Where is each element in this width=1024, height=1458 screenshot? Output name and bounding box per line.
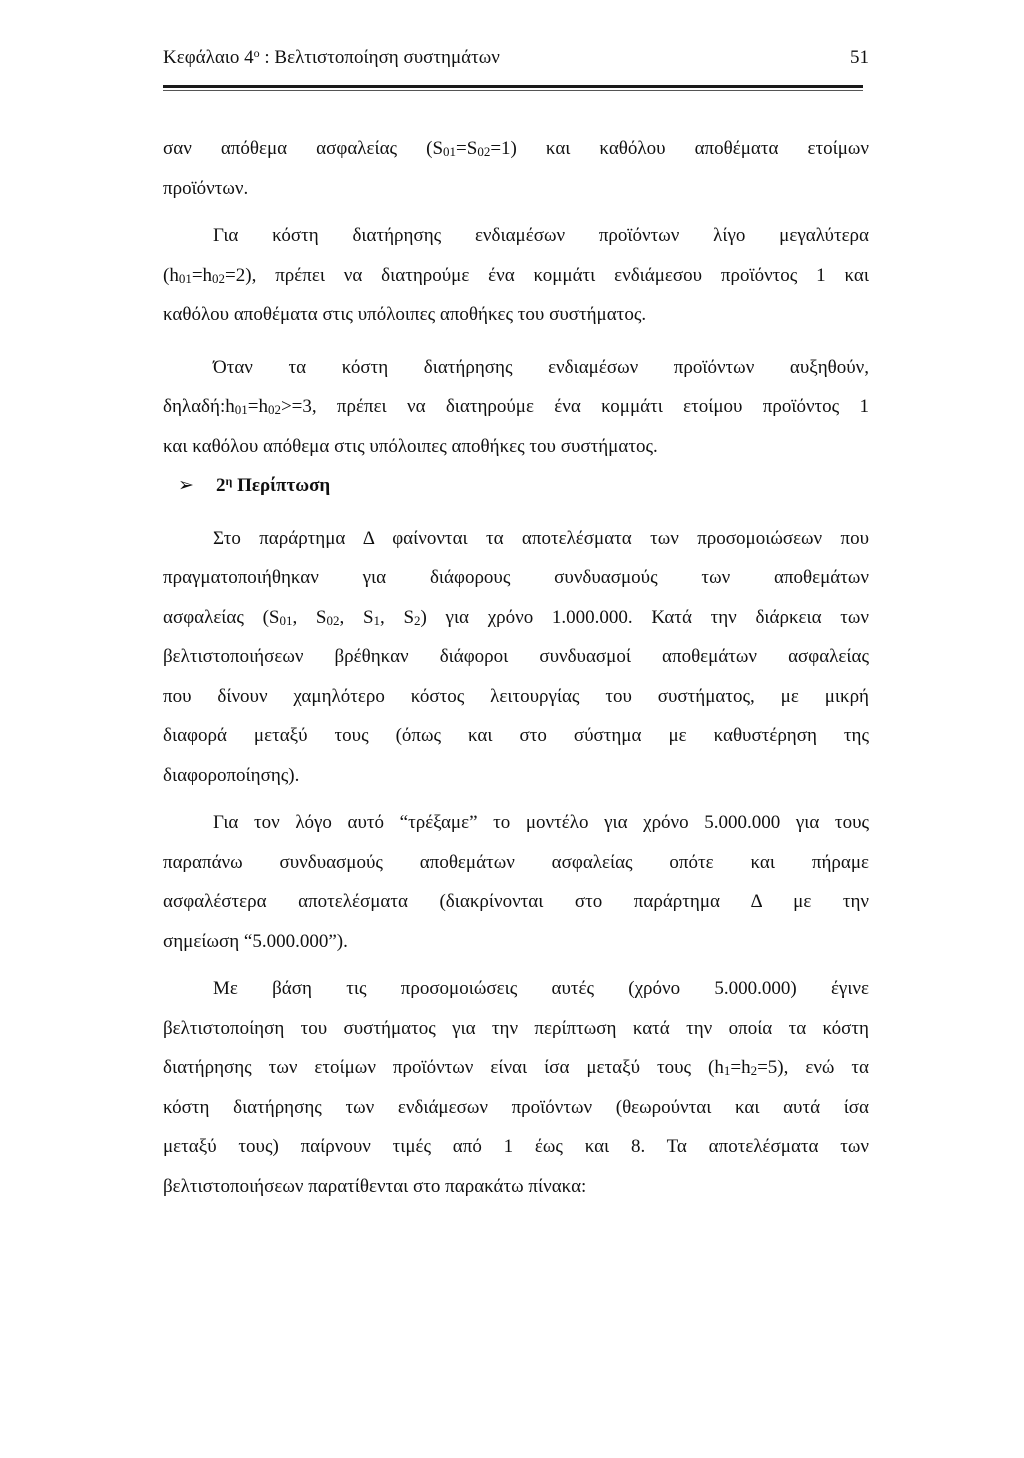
chapter-title-text: Κεφάλαιο 4 bbox=[163, 47, 254, 68]
paragraph-6-line-1: Με βάση τις προσομοιώσεις αυτές (χρόνο 5.000.000) έγινε bbox=[213, 978, 869, 999]
paragraph-1-line-1: σαν απόθεμα ασφαλείας $(S_{01}=S_{02}=1)$ και καθόλου αποθέματα ετοίμων bbox=[163, 138, 869, 159]
paragraph-4-line-1: Στο παράρτημα Δ φαίνονται τα αποτελέσματα των προσομοιώσεων που bbox=[213, 527, 869, 549]
paragraph-3-line-3: και καθόλου απόθεμα στις υπόλοιπες αποθήκες του συστήματος. bbox=[163, 435, 658, 457]
page-number: 51 bbox=[850, 47, 869, 68]
section-heading: ➢ $2^\eta$ Περίπτωση bbox=[163, 466, 869, 506]
chapter-title-superscript: ο bbox=[253, 46, 260, 60]
paragraph-4-line-2: πραγματοποιήθηκαν για διάφορους συνδυασμούς των αποθεμάτων bbox=[163, 567, 869, 588]
paragraph-2-line-3: καθόλου αποθέματα στις υπόλοιπες αποθήκες του συστήματος. bbox=[163, 304, 647, 325]
paragraph-4-line-6: διαφορά μεταξύ τους (όπως και στο σύστημα με καθυστέρηση της bbox=[163, 725, 869, 746]
paragraph-3-line-2: $\delta\eta\lambda\alpha\delta ή:h_{01}=h_{02}>=3$, πρέπει να διατηρούμε ένα κομμάτι ετοίμου προϊόντος 1 bbox=[163, 396, 869, 417]
paragraph-5-line-2: παραπάνω συνδυασμούς αποθεμάτων ασφαλείας οπότε και πήραμε bbox=[163, 851, 869, 873]
paragraph-2-line-1: Για κόστη διατήρησης ενδιαμέσων προϊόντων λίγο μεγαλύτερα bbox=[213, 225, 869, 246]
paragraph-5-line-4: σημείωση “5.000.000”). bbox=[163, 930, 348, 952]
paragraph-6-line-5: μεταξύ τους) παίρνουν τιμές από 1 έως και 8. Τα αποτελέσματα των bbox=[163, 1136, 869, 1157]
arrow-bullet-icon: ➢ bbox=[178, 475, 194, 496]
chapter-title bbox=[163, 44, 500, 72]
paragraph-3-line-1: Όταν τα κόστη διατήρησης ενδιαμέσων προϊόντων αυξηθούν, bbox=[213, 356, 869, 378]
paragraph-6-line-6: βελτιστοποιήσεων παρατίθενται στο παρακάτω πίνακα: bbox=[163, 1175, 587, 1197]
header-rule-thin bbox=[163, 90, 863, 91]
paragraph-4-line-3: ασφαλείας ($S_{01}$, $S_{02}$, $S_1$, $S_2$) για χρόνο 1.000.000. Κατά την διάρκεια των bbox=[163, 606, 869, 628]
header-rule-thick bbox=[163, 85, 863, 88]
paragraph-4-line-7: διαφοροποίησης). bbox=[163, 764, 300, 786]
chapter-title-rest: : Βελτιστοποίηση συστημάτων bbox=[259, 47, 500, 68]
paragraph-2-line-2: $(h_{01}=h_{02}=2)$, πρέπει να διατηρούμε ένα κομμάτι ενδιάμεσου προϊόντος 1 και bbox=[163, 264, 869, 286]
paragraph-4-line-4: βελτιστοποιήσεων βρέθηκαν διάφοροι συνδυασμοί αποθεμάτων ασφαλείας bbox=[163, 646, 869, 667]
paragraph-5-line-3: ασφαλέστερα αποτελέσματα (διακρίνονται στο παράρτημα Δ με την bbox=[163, 891, 869, 912]
paragraph-4-line-5: που δίνουν χαμηλότερο κόστος λειτουργίας του συστήματος, με μικρή bbox=[163, 685, 869, 707]
paragraph-1-line-2: προϊόντων. bbox=[163, 177, 249, 199]
paragraph-6-line-3: διατήρησης των ετοίμων προϊόντων είναι ίσα μεταξύ τους $(h_1=h_2=5)$, ενώ τα bbox=[163, 1057, 869, 1078]
paragraph-6-line-4: κόστη διατήρησης των ενδιάμεσων προϊόντων (θεωρούνται και αυτά ίσα bbox=[163, 1096, 869, 1118]
page-body bbox=[163, 129, 869, 1206]
paragraph-5-line-1: Για τον λόγο αυτό “τρέξαμε” το μοντέλο για χρόνο 5.000.000 για τους bbox=[213, 812, 869, 833]
paragraph-6-line-2: βελτιστοποίηση του συστήματος για την περίπτωση κατά την οποία τα κόστη bbox=[163, 1017, 869, 1039]
